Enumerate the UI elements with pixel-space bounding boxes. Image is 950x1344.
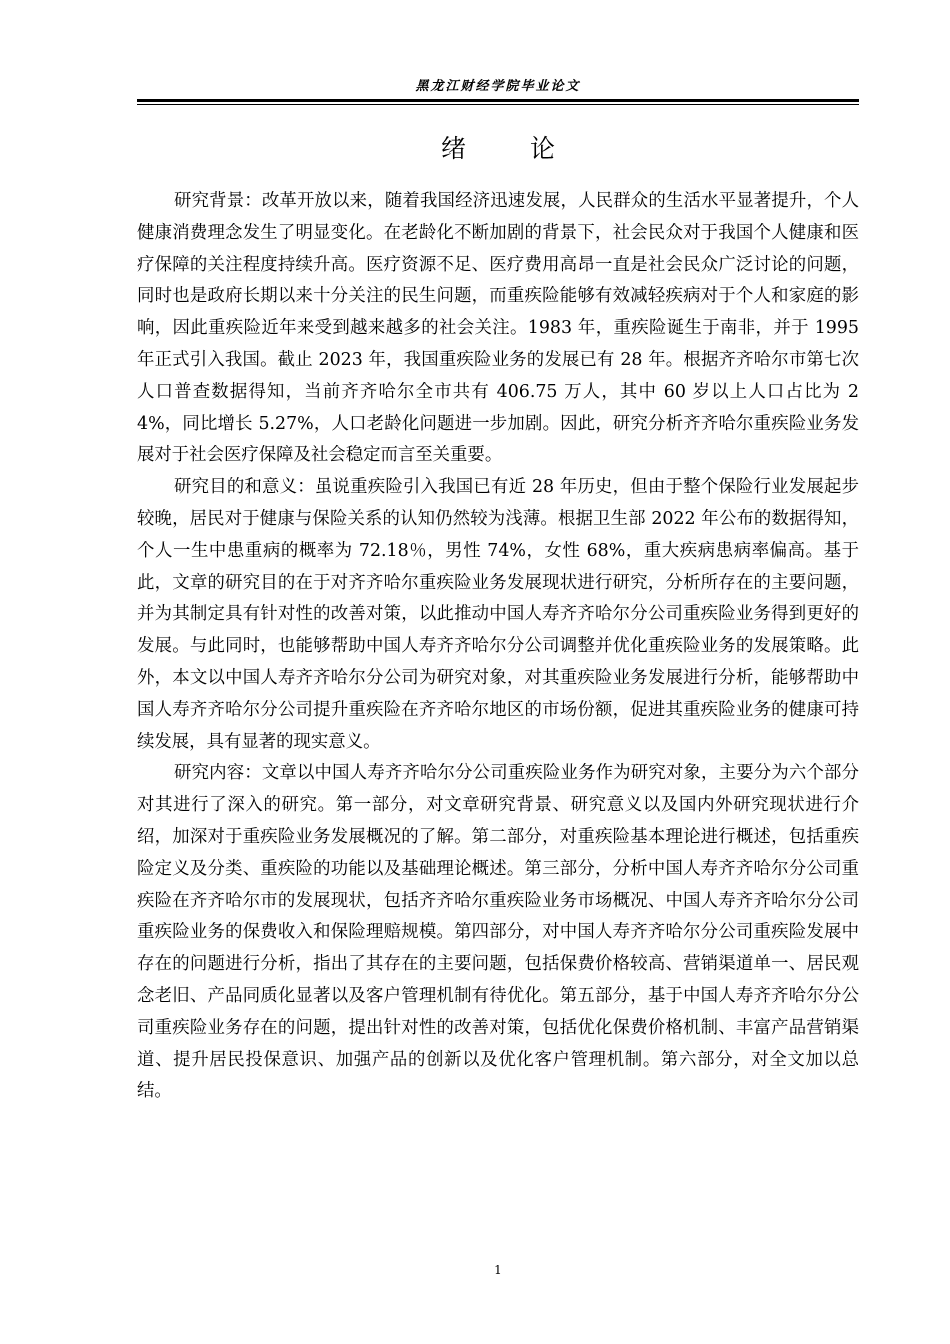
paragraph-content: 研究内容：文章以中国人寿齐齐哈尔分公司重疾险业务作为研究对象，主要分为六个部分对其进行了深入的研究。第一部分，对文章研究背景、研究意义以及国内外研究现状进行介绍，加深对于重疾险业务发展概况的了解。第二部分，对重疾险基本理论进行概述，包括重疾险定义及分类、重疾险的功能以及基础理论概述。第三部分，分析中国人寿齐齐哈尔分公司重疾险在齐齐哈尔市的发展现状，包括齐齐哈尔重疾险业务市场概况、中国人寿齐齐哈尔分公司重疾险业务的保费收入和保险理赔规模。第四部分，对中国人寿齐齐哈尔分公司重疾险发展中存在的问题进行分析，指出了其存在的主要问题，包括保费价格较高、营销渠道单一、居民观念老旧、产品同质化显著以及客户管理机制有待优化。第五部分，基于中国人寿齐齐哈尔分公司重疾险业务存在的问题，提出针对性的改善对策，包括优化保费价格机制、丰富产品营销渠道、提升居民投保意识、加强产品的创新以及优化客户管理机制。第六部分，对全文加以总结。 (137, 763, 859, 1102)
chapter-title: 绪 论 (441, 134, 583, 163)
page-number: 1 (494, 1263, 502, 1277)
running-header: 黑龙江财经学院毕业论文 (415, 79, 581, 94)
header-rule-thin (137, 104, 859, 105)
paragraph-background: 研究背景：改革开放以来，随着我国经济迅速发展，人民群众的生活水平显著提升，个人健康消费理念发生了明显变化。在老龄化不断加剧的背景下，社会民众对于我国个人健康和医疗保障的关注程度持续升高。医疗资源不足、医疗费用高昂一直是社会民众广泛讨论的问题，同时也是政府长期以来十分关注的民生问题，而重疾险能够有效减轻疾病对于个人和家庭的影响，因此重疾险近年来受到越来越多的社会关注。1983 年，重疾险诞生于南非，并于 1995 年正式引入我国。截止 2023 年，我国重疾险业务的发展已有 28 年。根据齐齐哈尔市第七次人口普查数据得知，当前齐齐哈尔全市共有 406.75 万人，其中 60 岁以上人口占比为 24%，同比增长 5.27%，人口老龄化问题进一步加剧。因此，研究分析齐齐哈尔重疾险业务发展对于社会医疗保障及社会稳定而言至关重要。 (137, 191, 859, 466)
body-text (137, 186, 859, 1108)
paragraph-purpose: 研究目的和意义：虽说重疾险引入我国已有近 28 年历史，但由于整个保险行业发展起步较晚，居民对于健康与保险关系的认知仍然较为浅薄。根据卫生部 2022 年公布的数据得知，个人一生中患重病的概率为 72.18％，男性 74%，女性 68%，重大疾病患病率偏高。基于此，文章的研究目的在于对齐齐哈尔重疾险业务发展现状进行研究，分析所存在的主要问题，并为其制定具有针对性的改善对策，以此推动中国人寿齐齐哈尔分公司重疾险业务得到更好的发展。与此同时，也能够帮助中国人寿齐齐哈尔分公司调整并优化重疾险业务的发展策略。此外，本文以中国人寿齐齐哈尔分公司为研究对象，对其重疾险业务发展进行分析，能够帮助中国人寿齐齐哈尔分公司提升重疾险在齐齐哈尔地区的市场份额，促进其重疾险业务的健康可持续发展，具有显著的现实意义。 (137, 477, 859, 752)
header-rule-thick (137, 99, 859, 102)
